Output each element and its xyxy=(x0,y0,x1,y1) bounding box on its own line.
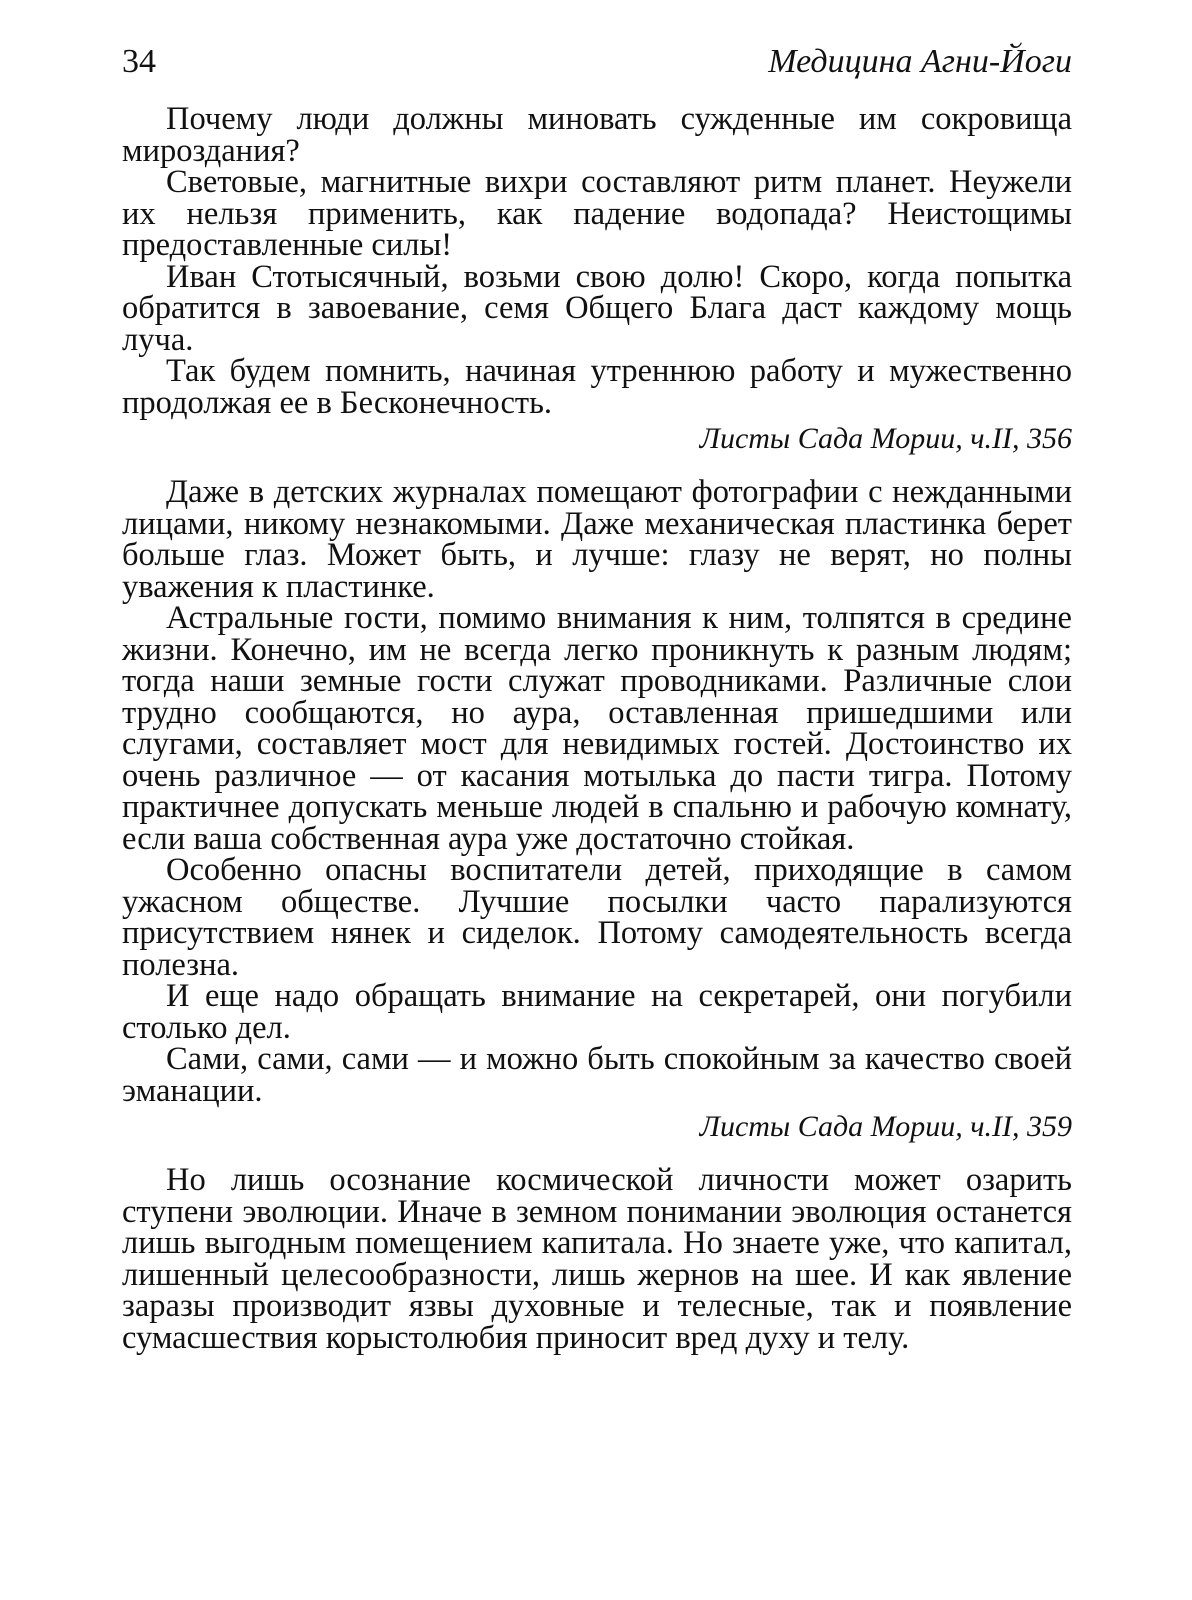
paragraph: Но лишь осознание космической личности может озарить ступени эволюции. Иначе в земном понимании эволюция останется лишь выгодным помещением капитала. Но знаете уже, что капитал, лишенный целесообразности, лишь жернов на шее. И как явление заразы производит язвы духовные и телесные, так и появление сумасшествия корыстолюбия приносит вред духу и телу. xyxy=(122,1162,1072,1356)
passage-cosmic-personality xyxy=(122,1162,1072,1356)
paragraph: Сами, сами, сами — и можно быть спокойным за качество своей эманации. xyxy=(122,1041,1072,1109)
running-head xyxy=(122,40,1072,84)
paragraph: Иван Стотысячный, возьми свою долю! Скоро, когда попытка обратится в завоевание, семя Общего Блага даст каждому мощь луча. xyxy=(122,258,1072,358)
source-citation: Листы Сада Мории, ч.II, 356 xyxy=(699,422,1072,455)
book-page xyxy=(122,40,1072,1354)
paragraph: И еще надо обращать внимание на секретарей, они погубили столько дел. xyxy=(122,978,1072,1046)
source-citation: Листы Сада Мории, ч.II, 359 xyxy=(699,1110,1072,1143)
paragraph: Световые, магнитные вихри составляют ритм планет. Неужели их нельзя применить, как падение водопада? Неистощимы предоставленные силы! xyxy=(122,164,1072,263)
paragraph: Так будем помнить, начиная утреннюю работу и мужественно продолжая ее в Бесконечность. xyxy=(122,353,1072,421)
paragraph: Даже в детских журналах помещают фотографии с нежданными лицами, никому незнакомыми. Даже механическая пластинка берет больше глаз. Может быть, и лучше: глазу не верят, но полны уважения к пластинке. xyxy=(122,474,1072,605)
page-number: 34 xyxy=(122,43,156,80)
passage-359 xyxy=(122,474,1072,1145)
passage-356 xyxy=(122,101,1072,457)
paragraph: Астральные гости, помимо внимания к ним, толпятся в средине жизни. Конечно, им не всегда легко проникнуть к разным людям; тогда наши земные гости служат проводниками. Различные слои трудно сообщаются, но аура, оставленная пришедшими или слугами, составляет мост для невидимых гостей. Достоинство их очень различное — от касания мотылька до пасти тигра. Потому практичнее допускать меньше людей в спальню и рабочую комнату, если ваша собственная аура уже достаточно стойкая. xyxy=(122,600,1072,857)
paragraph: Почему люди должны миновать сужденные им сокровища мироздания? xyxy=(122,101,1072,169)
paragraph: Особенно опасны воспитатели детей, приходящие в самом ужасном обществе. Лучшие посылки часто парализуются присутствием нянек и сиделок. Потому самодеятельность всегда полезна. xyxy=(122,852,1072,983)
book-title: Медицина Агни-Йоги xyxy=(768,43,1072,80)
